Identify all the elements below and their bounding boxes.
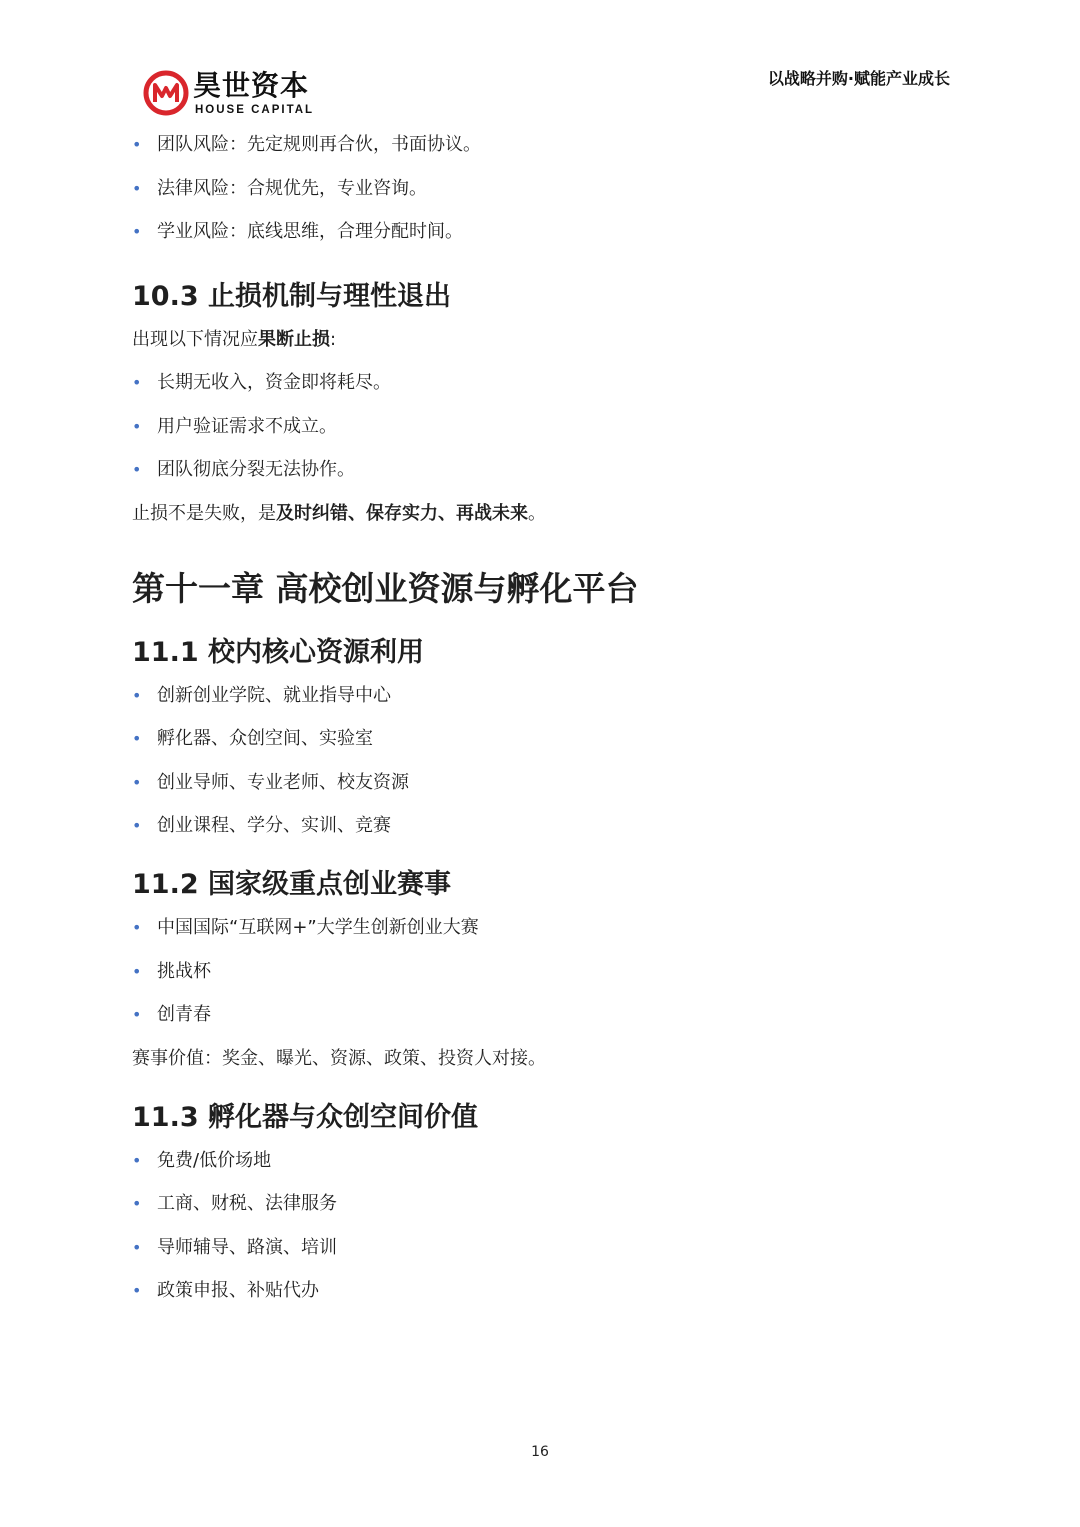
list-item: • 免费/低价场地 [132, 1148, 952, 1174]
list-item: • 孵化器、众创空间、实验室 [132, 726, 952, 752]
chapter-heading-11: 第十一章 高校创业资源与孵化平台 [132, 568, 639, 608]
page-number: 16 [531, 1444, 549, 1460]
list-item: • 导师辅导、路演、培训 [132, 1235, 952, 1261]
section-conclusion: 止损不是失败，是及时纠错、保存实力、再战未来。 [132, 502, 546, 524]
logo-mark-icon [143, 70, 189, 116]
section-heading-11-3: 11.3 孵化器与众创空间价值 [132, 1101, 479, 1133]
list-item: • 团队风险：先定规则再合伙，书面协议。 [132, 132, 952, 158]
list-item: • 法律风险：合规优先，专业咨询。 [132, 176, 952, 202]
section-heading-10-3: 10.3 止损机制与理性退出 [132, 281, 452, 312]
list-item: • 团队彻底分裂无法协作。 [132, 457, 952, 483]
logo-chinese-name: 昊世资本 [193, 69, 310, 102]
list-item: • 创新创业学院、就业指导中心 [132, 683, 952, 709]
list-item: • 中国国际“互联网+”大学生创新创业大赛 [132, 915, 952, 941]
list-item: • 创业导师、专业老师、校友资源 [132, 770, 952, 796]
list-item: • 学业风险：底线思维，合理分配时间。 [132, 219, 952, 245]
section-heading-11-2: 11.2 国家级重点创业赛事 [132, 869, 452, 900]
list-item: • 政策申报、补贴代办 [132, 1278, 952, 1304]
page-content [132, 124, 952, 1322]
section-intro: 出现以下情况应果断止损: [132, 329, 337, 350]
section-heading-11-1: 11.1 校内核心资源利用 [132, 636, 425, 668]
list-item: • 创青春 [132, 1002, 952, 1028]
list-item: • 创业课程、学分、实训、竞赛 [132, 813, 952, 839]
list-item: • 用户验证需求不成立。 [132, 414, 952, 440]
section-note: 赛事价值：奖金、曝光、资源、政策、投资人对接。 [132, 1047, 546, 1069]
logo-english-name: HOUSE CAPITAL [195, 104, 315, 116]
list-item: • 挑战杯 [132, 959, 952, 985]
list-item: • 长期无收入，资金即将耗尽。 [132, 370, 952, 396]
list-item: • 工商、财税、法律服务 [132, 1191, 952, 1217]
company-logo [143, 70, 313, 120]
header-slogan: 以战略并购·赋能产业成长 [767, 69, 950, 88]
